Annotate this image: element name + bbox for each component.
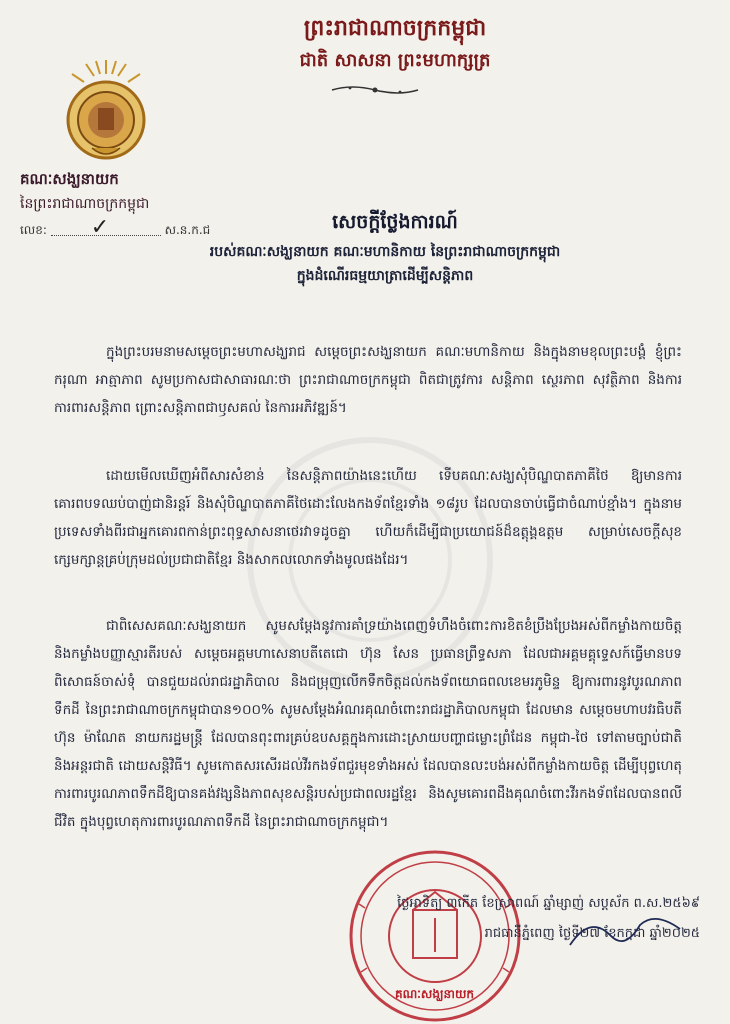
body-paragraph-3: ជាពិសេសគណៈសង្ឃនាយក សូមសម្តែងនូវការគាំទ្រយ៉ាងពេញទំហឹងចំពោះការខិតខំប្រឹងប្រែងអស់ពីកម្លាំងកាយចិត្ត និងកម្លាំងបញ្ញាស្មារតីរបស់ សម្តេចអគ្គមហាសេនាបតីតេជោ ហ៊ុន សែន ប្រធានព្រឹទ្ធសភា ដែលជាអគ្គមគ្គុទ្ទេសក៍ធ្វើមានបទពិសោធន៍ចាស់ទុំ បានជួយដល់រាជរដ្ឋាភិបាល និងជម្រុញលើកទឹកចិត្តដល់កងទ័ពយោធពលខេមរភូមិន្ទ ឱ្យការពារនូវបូរណភាពទឹកដី នៃព្រះរាជាណាចក្រកម្ពុជាបាន១០០% សូមសម្តែងអំណរគុណចំពោះរាជរដ្ឋាភិបាលកម្ពុជា ដែលមាន សម្តេចមហាបវរធិបតី ហ៊ុន ម៉ាណែត នាយករដ្ឋមន្ត្រី ដែលបានពុះពារគ្រប់ឧបសគ្គក្នុងការដោះស្រាយបញ្ហាជម្លោះព្រំដែន កម្ពុជា-ថៃ ទៅតាមច្បាប់ជាតិ និងអន្តរជាតិ ដោយសន្តិវិធី។ សូមកោតសរសើរដល់វីរកងទ័ពជួរមុខទាំងអស់ ដែលបានលះបង់អស់ពីកម្លាំងកាយចិត្ត ដើម្បីបុព្វហេតុការពារបូរណភាពទឹកដីឱ្យបានគង់វង្សនិងភាពសុខសន្តិរបស់ប្រជាពលរដ្ឋខ្មែរ និងសូមគោរពដឹងគុណចំពោះវីរកងទ័ពដែលបានពលីជីវិត ក្នុងបុព្វហេតុការពារបូរណភាពទឹកដី នៃព្រះរាជាណាចក្រកម្ពុជា។ [54, 618, 682, 830]
document-subtitle-line1: របស់គណៈសង្ឃនាយក គណៈមហានិកាយ នៃព្រះរាជាណាចក្រកម្ពុជា [209, 244, 561, 260]
ref-prefix: លេខ: [20, 223, 47, 237]
header-ornament-icon [330, 82, 420, 98]
document-title: សេចក្តីថ្លែងការណ៍ [332, 211, 458, 233]
sender-org-subtitle: នៃព្រះរាជាណាចក្រកម្ពុជា [20, 196, 150, 212]
date-solar: រាជធានីភ្នំពេញ ថ្ងៃទី២៧ ខែកក្កដា ឆ្នាំ២០២៥ [484, 926, 700, 941]
seal-ring-text: គណៈសង្ឃនាយក [395, 987, 475, 1001]
date-lunar: ថ្ងៃអាទិត្យ ៣កើត ខែស្រាពណ៍ ឆ្នាំម្សាញ់ សប្តស័ក ព.ស.២៥៦៩ [397, 896, 700, 911]
kingdom-heading: ព្រះរាជាណាចក្រកម្ពុជា [303, 16, 487, 41]
national-motto: ជាតិ សាសនា ព្រះមហាក្សត្រ [299, 50, 491, 71]
body-paragraph-1: ក្នុងព្រះបរមនាមសម្តេចព្រះមហាសង្ឃរាជ សម្តេចព្រះសង្ឃនាយក គណៈមហានិកាយ និងក្នុងនាមខុលព្រះបង្គំ ខ្ញុំព្រះករុណា អាត្មាភាព សូមប្រកាសជាសាធារណៈថា ព្រះរាជាណាចក្រកម្ពុជា ពិតជាត្រូវការ សន្តិភាព ស្ថេរភាព សុវត្ថិភាព និងការការពារសន្តិភាព ព្រោះសន្តិភាពជាឫសគល់ នៃការអភិវឌ្ឍន៍។ [54, 344, 682, 416]
sangha-council-emblem-icon [62, 56, 150, 166]
ref-suffix: ស.ន.ក.ជ [164, 223, 211, 237]
body-paragraph-2: ដោយមើលឃើញអំពីសារសំខាន់ នៃសន្តិភាពយ៉ាងនេះហើយ ទើបគណៈសង្ឃសុំបិណ្ឌបាតភាគីថៃ ឱ្យមានការគោរពបទឈប់បាញ់ជានិរន្តរ៍ និងសុំបិណ្ឌបាតភាគីថៃដោះលែងកងទ័ពខ្មែរទាំង ១៨រូប ដែលបានចាប់ធ្វើជាចំណាប់ខ្មាំង។ ក្នុងនាមប្រទេសទាំងពីរជាអ្នកគោរពកាន់ព្រះពុទ្ធសាសនាថេរវាទដូចគ្នា ហើយក៏ដើម្បីជាប្រយោជន៍ដ៏ឧត្តុង្គឧត្តម សម្រាប់សេចក្តីសុខក្សេមក្សាន្តគ្រប់ក្រុមដល់ប្រជាជាតិខ្មែរ និងសាកលលោកទាំងមូលផងដែរ។ [54, 468, 682, 568]
checkmark-icon: ✓ [90, 215, 110, 240]
signature-icon [320, 905, 700, 965]
document-subtitle-line2: ក្នុងដំណើរធម្មយាត្រាដើម្បីសន្តិភាព [296, 268, 474, 284]
sender-org-name: គណៈសង្ឃនាយក [20, 170, 119, 188]
